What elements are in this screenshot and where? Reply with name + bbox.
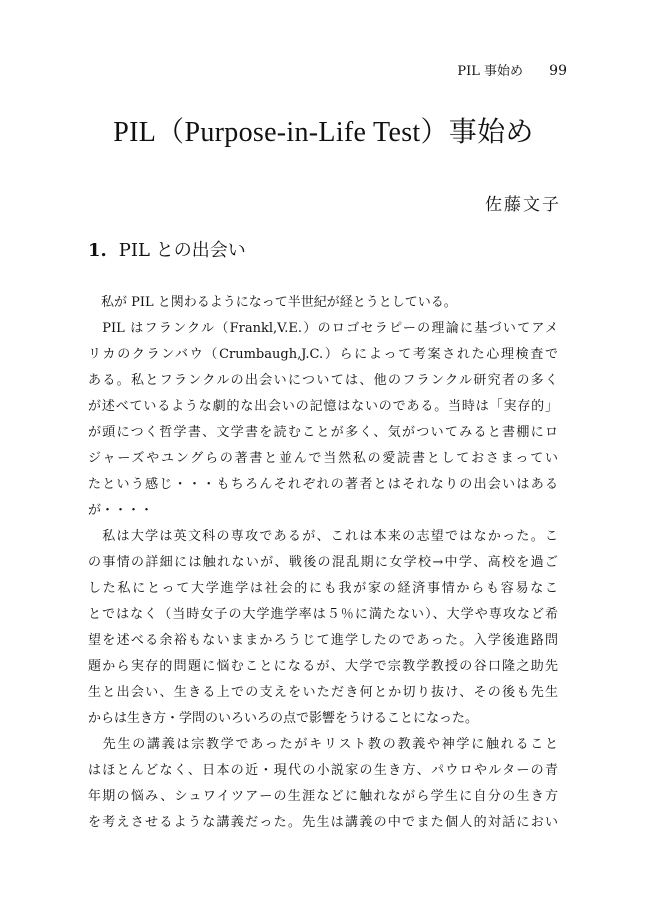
text-line: した私にとって大学進学は社会的にも我が家の経済事情からも容易なこ: [88, 581, 558, 596]
running-header: [457, 60, 567, 79]
text-line: が述べているような劇的な出会いの記憶はないのである。当時は「実存的」: [88, 399, 558, 414]
article-title: PIL（Purpose-in-Life Test）事始め: [113, 117, 534, 148]
text-line: 私が PIL と関わるようになって半世紀が経とうとしている。: [88, 295, 457, 310]
text-line: たという感じ・・・もちろんそれぞれの著者とはそれなりの出会いはある: [88, 477, 558, 492]
text-line: ジャーズやユングらの著書と並んで当然私の愛読書としておさまってい: [88, 451, 558, 466]
section-title: PIL との出会い: [118, 240, 246, 261]
text-line: が頭につく哲学書、文学書を読むことが多く、気がついてみると書棚にロ: [88, 425, 558, 440]
text-line: の事情の詳細には触れないが、戦後の混乱期に女学校→中学、高校を過ご: [88, 555, 558, 570]
section-heading: [88, 236, 246, 262]
text-line: が・・・・: [88, 503, 154, 518]
text-line: からは生き方・学問のいろいろの点で影響をうけることになった。: [88, 711, 479, 726]
text-line: とではなく（当時女子の大学進学率は５％に満たない）、大学や専攻など希: [88, 607, 558, 622]
body-text: [88, 290, 558, 836]
section-number: 1.: [88, 240, 107, 261]
text-line: 題から実存的問題に悩むことになるが、大学で宗教学教授の谷口隆之助先: [88, 659, 558, 674]
text-line: 生と出会い、生きる上での支えをいただき何とか切り抜け、その後も先生: [88, 685, 558, 700]
text-line: 先生の講義は宗教学であったがキリスト教の教義や神学に触れること: [88, 737, 558, 752]
page-number: 99: [549, 63, 567, 79]
text-line: はほとんどなく、日本の近・現代の小説家の生き方、パウロやルターの青: [88, 763, 558, 778]
text-line: PIL はフランクル（Frankl,V.E.）のロゴセラピーの理論に基づいてアメ: [88, 321, 558, 336]
text-line: ある。私とフランクルの出会いについては、他のフランクル研究者の多く: [88, 373, 558, 388]
text-line: リカのクランバウ（Crumbaugh,J.C.）らによって考案された心理検査で: [88, 347, 558, 362]
text-line: 望を述べる余裕もないままかろうじて進学したのであった。入学後進路問: [88, 633, 558, 648]
text-line: 年期の悩み、シュワイツアーの生涯などに触れながら学生に自分の生き方: [88, 789, 558, 804]
author-name: 佐藤文子: [485, 195, 561, 215]
running-header-title: PIL 事始め: [457, 64, 524, 79]
text-line: 私は大学は英文科の専攻であるが、これは本来の志望ではなかった。こ: [88, 529, 558, 544]
text-line: を考えさせるような講義だった。先生は講義の中でまた個人的対話におい: [88, 815, 558, 830]
